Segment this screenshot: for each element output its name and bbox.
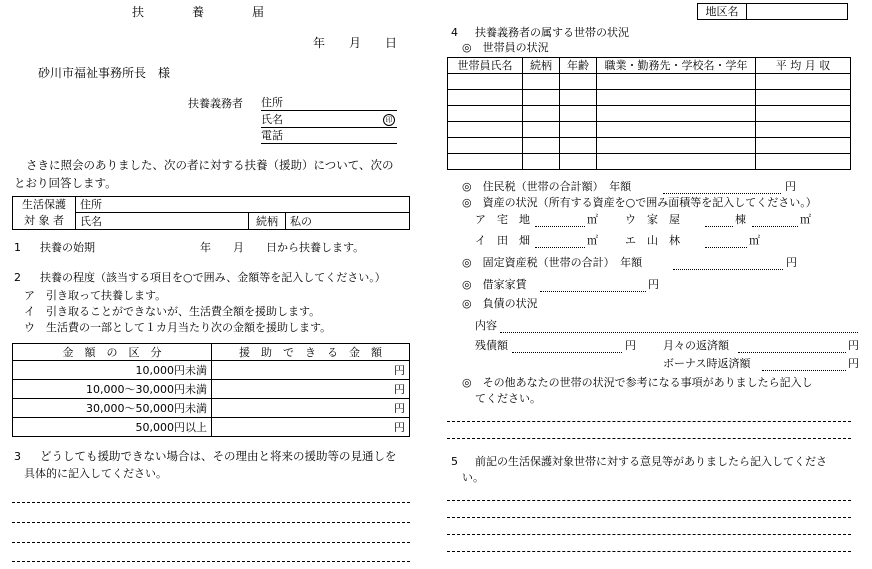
s5-line-4[interactable]: [447, 551, 851, 552]
amount-row-2[interactable]: 10,000～30,000円未満: [13, 380, 212, 399]
residence-tax-field[interactable]: [663, 181, 781, 194]
other-label: ◎ その他あなたの世帯の状況で参考になる事項がありましたら記入し: [462, 376, 813, 389]
fixed-tax-yen: 円: [786, 256, 797, 269]
member-col-income: 平 均 月 収: [756, 58, 851, 74]
member-row[interactable]: [448, 90, 851, 106]
amount-col-header: 金 額 の 区 分: [13, 344, 212, 361]
recipient-relation-label: 続柄: [249, 213, 286, 230]
s3-text: どうしても援助できない場合は、その理由と将来の援助等の見通しを: [40, 449, 397, 463]
monthly-repay-field[interactable]: [738, 340, 846, 353]
asset-a-field[interactable]: [535, 214, 585, 227]
amount-row-3[interactable]: 30,000～50,000円未満: [13, 399, 212, 418]
s3-num: 3: [14, 450, 21, 463]
s5-num: 5: [451, 455, 458, 468]
asset-e[interactable]: エ 山 林: [625, 234, 680, 247]
s3-text-2: 具体的に記入してください。: [24, 467, 167, 480]
monthly-repay-yen: 円: [848, 339, 859, 352]
obligor-name-field[interactable]: 氏名 印: [261, 114, 397, 128]
obligor-phone-field[interactable]: 電話: [261, 130, 397, 144]
member-row[interactable]: [448, 106, 851, 122]
fixed-tax-field[interactable]: [673, 257, 783, 270]
intro-line-2: とおり回答します。: [14, 176, 117, 190]
member-row[interactable]: [448, 74, 851, 90]
aid-cell-4[interactable]: 円: [212, 418, 410, 437]
other-line-2[interactable]: [447, 438, 851, 439]
s5-line-1[interactable]: [447, 500, 851, 501]
s2-num: 2: [14, 271, 21, 284]
rent-label: ◎ 借家家賃: [462, 278, 527, 291]
asset-e-unit: ㎡: [749, 234, 760, 247]
recipient-label-2: 対 象 者: [13, 213, 76, 230]
intro-line-1: さきに照会のありました、次の者に対する扶養（援助）について、次の: [26, 158, 394, 172]
member-col-relation: 続柄: [523, 58, 560, 74]
other-label-2: てください。: [475, 392, 541, 405]
other-line-1[interactable]: [447, 421, 851, 422]
s2-option-u[interactable]: ウ 生活費の一部として１カ月当たり次の金額を援助します。: [24, 321, 332, 334]
s5-line-3[interactable]: [447, 534, 851, 535]
s5-line-2[interactable]: [447, 517, 851, 518]
asset-u-field-1[interactable]: [705, 214, 733, 227]
obligor-label: 扶養義務者: [188, 97, 243, 110]
fixed-tax-label: ◎ 固定資産税（世帯の合計） 年額: [462, 256, 643, 269]
s1-text: 扶養の始期: [40, 241, 95, 254]
asset-e-field[interactable]: [705, 235, 747, 248]
s3-line-4[interactable]: [12, 561, 410, 562]
bonus-repay-label: ボーナス時返済額: [663, 357, 751, 370]
form-title: 扶 養 届: [132, 5, 265, 19]
asset-u-unit: ㎡: [800, 213, 811, 226]
obligor-address-field[interactable]: 住所: [261, 97, 397, 111]
asset-i-field[interactable]: [535, 235, 585, 248]
s2-option-a[interactable]: ア 引き取って扶養します。: [24, 289, 167, 302]
aid-col-header: 援 助 で き る 金 額: [212, 344, 410, 361]
aid-cell-2[interactable]: 円: [212, 380, 410, 399]
rent-field[interactable]: [540, 279, 646, 292]
debt-balance-yen: 円: [625, 339, 636, 352]
member-col-name: 世帯員氏名: [448, 58, 523, 74]
recipient-relation-field[interactable]: 私の: [286, 213, 410, 230]
date-fields[interactable]: 年 月 日: [313, 36, 398, 50]
aid-cell-1[interactable]: 円: [212, 361, 410, 380]
member-col-occupation: 職業・勤務先・学校名・学年: [597, 58, 756, 74]
member-row[interactable]: [448, 122, 851, 138]
members-table: [447, 57, 851, 170]
asset-a[interactable]: ア 宅 地: [475, 213, 530, 226]
s2-text: 扶養の程度（該当する項目を○で囲み、金額等を記入してください。）: [40, 271, 386, 284]
members-label: ◎ 世帯員の状況: [462, 41, 549, 54]
district-input[interactable]: [747, 4, 848, 20]
assets-label: ◎ 資産の状況（所有する資産を○で囲み面積等を記入してください。）: [462, 196, 817, 209]
asset-i[interactable]: イ 田 畑: [475, 234, 530, 247]
rent-yen: 円: [648, 278, 659, 291]
bonus-repay-yen: 円: [848, 357, 859, 370]
asset-u-unit-ken: 棟: [735, 213, 746, 226]
asset-u[interactable]: ウ 家 屋: [625, 213, 680, 226]
member-row[interactable]: [448, 154, 851, 170]
recipient-label-1: 生活保護: [13, 197, 76, 213]
asset-u-field-2[interactable]: [752, 214, 798, 227]
district-label: 地区名: [698, 4, 747, 20]
bonus-repay-field[interactable]: [762, 358, 846, 371]
s2-option-i[interactable]: イ 引き取ることができないが、生活費全額を援助します。: [24, 305, 321, 318]
residence-tax-yen: 円: [785, 180, 796, 193]
seal-icon: 印: [383, 114, 395, 126]
addressee: 砂川市福祉事務所長 様: [38, 66, 171, 80]
s5-text-2: い。: [462, 471, 484, 484]
debt-balance-label: 残債額: [475, 339, 508, 352]
debt-content-field[interactable]: [500, 320, 858, 333]
asset-i-unit: ㎡: [587, 234, 598, 247]
s3-line-3[interactable]: [12, 542, 410, 543]
s3-line-2[interactable]: [12, 522, 410, 523]
debt-label: ◎ 負債の状況: [462, 297, 538, 310]
member-row[interactable]: [448, 138, 851, 154]
s4-num: 4: [451, 26, 458, 39]
residence-tax-label: ◎ 住民税（世帯の合計額） 年額: [462, 180, 632, 193]
asset-a-unit: ㎡: [587, 213, 598, 226]
s4-text: 扶養義務者の属する世帯の状況: [475, 26, 629, 39]
monthly-repay-label: 月々の返済額: [663, 339, 729, 352]
s5-text: 前記の生活保護対象世帯に対する意見等がありましたら記入してくださ: [475, 455, 827, 468]
s3-line-1[interactable]: [12, 502, 410, 503]
amount-row-1[interactable]: 10,000円未満: [13, 361, 212, 380]
recipient-address-field[interactable]: 住所: [76, 197, 410, 213]
member-col-age: 年齢: [560, 58, 597, 74]
recipient-table: [12, 196, 410, 230]
amount-table: [12, 343, 410, 437]
debt-balance-field[interactable]: [512, 340, 622, 353]
district-box: [697, 3, 848, 20]
s1-suffix[interactable]: 年 月 日から扶養します。: [200, 241, 365, 254]
recipient-name-field[interactable]: 氏名: [76, 213, 249, 230]
amount-row-4[interactable]: 50,000円以上: [13, 418, 212, 437]
s1-num: 1: [14, 241, 21, 254]
debt-content-label: 内容: [475, 319, 497, 332]
aid-cell-3[interactable]: 円: [212, 399, 410, 418]
